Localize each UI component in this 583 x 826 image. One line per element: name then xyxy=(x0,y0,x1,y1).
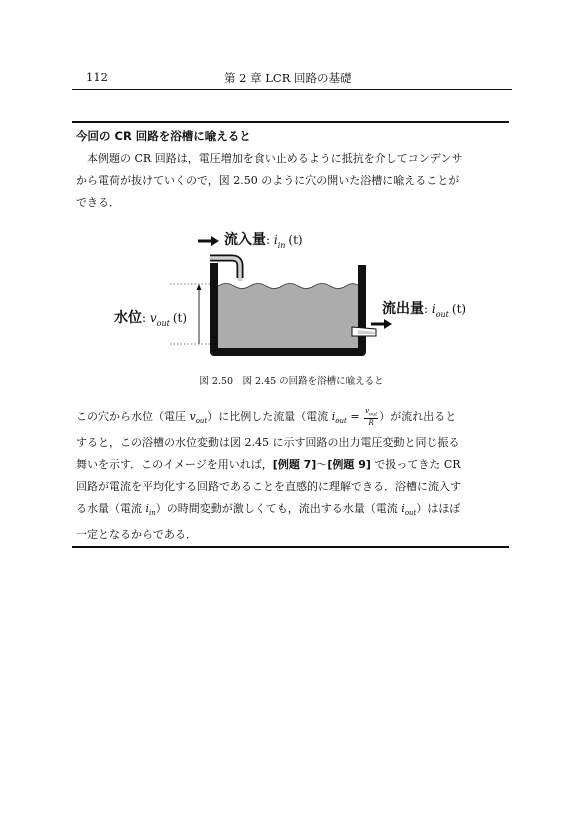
body-line: 舞いを示す．このイメージを用いれば，[例題 7]〜[例題 9] で扱ってきた CR xyxy=(76,458,461,472)
body-line: 回路が電流を平均化する回路であることを直感的に理解できる．浴槽に流入す xyxy=(76,480,461,494)
body-line: この穴から水位（電圧 $v_{out}$）に比例した流量（電流 $i_{out}$ = $\frac{v_{out}}{R}$ ）が流れ出ると xyxy=(76,406,457,428)
fraction: $\frac{v_{out}}{R}$ xyxy=(365,406,378,428)
outflow-spout xyxy=(352,327,376,336)
section-heading: 今回の CR 回路を浴槽に喩えると xyxy=(76,129,251,143)
intro-paragraph xyxy=(76,148,508,214)
intro-line: から電荷が抜けていくので，図 2.50 のように穴の開いた浴槽に喩えることが xyxy=(76,174,460,187)
inflow-label: 流入量: $i_{in}$ (t) xyxy=(224,232,303,250)
outflow-label: 流出量: $i_{out}$ (t) xyxy=(382,301,467,319)
outflow-arrow xyxy=(371,319,392,329)
body-line: る水量（電流 $i_{in}$）の時間変動が激しくても，流出する水量（電流 $i_{out}$）はほぼ xyxy=(76,502,461,518)
body-line: すると，この浴槽の水位変動は図 2.45 に示す回路の出力電圧変動と同じ振る xyxy=(76,436,460,450)
water xyxy=(218,284,358,349)
page-number: 112 xyxy=(86,70,108,84)
intro-line: できる． xyxy=(76,196,120,209)
box-bottom-rule xyxy=(72,546,509,548)
body-line: 一定となるからである． xyxy=(76,528,197,542)
header-rule xyxy=(72,89,512,90)
running-title: 第 2 章 LCR 回路の基礎 xyxy=(224,71,352,85)
figure-caption: 図 2.50 図 2.45 の回路を浴槽に喩えると xyxy=(199,376,384,387)
inflow-arrow xyxy=(198,236,219,246)
box-top-rule xyxy=(72,121,509,123)
body-paragraph xyxy=(76,406,508,546)
water-level-label: 水位: $v_{out}$ (t) xyxy=(114,310,188,328)
intro-line: 本例題の CR 回路は，電圧増加を食い止めるように抵抗を介してコンデンサ xyxy=(87,152,463,165)
